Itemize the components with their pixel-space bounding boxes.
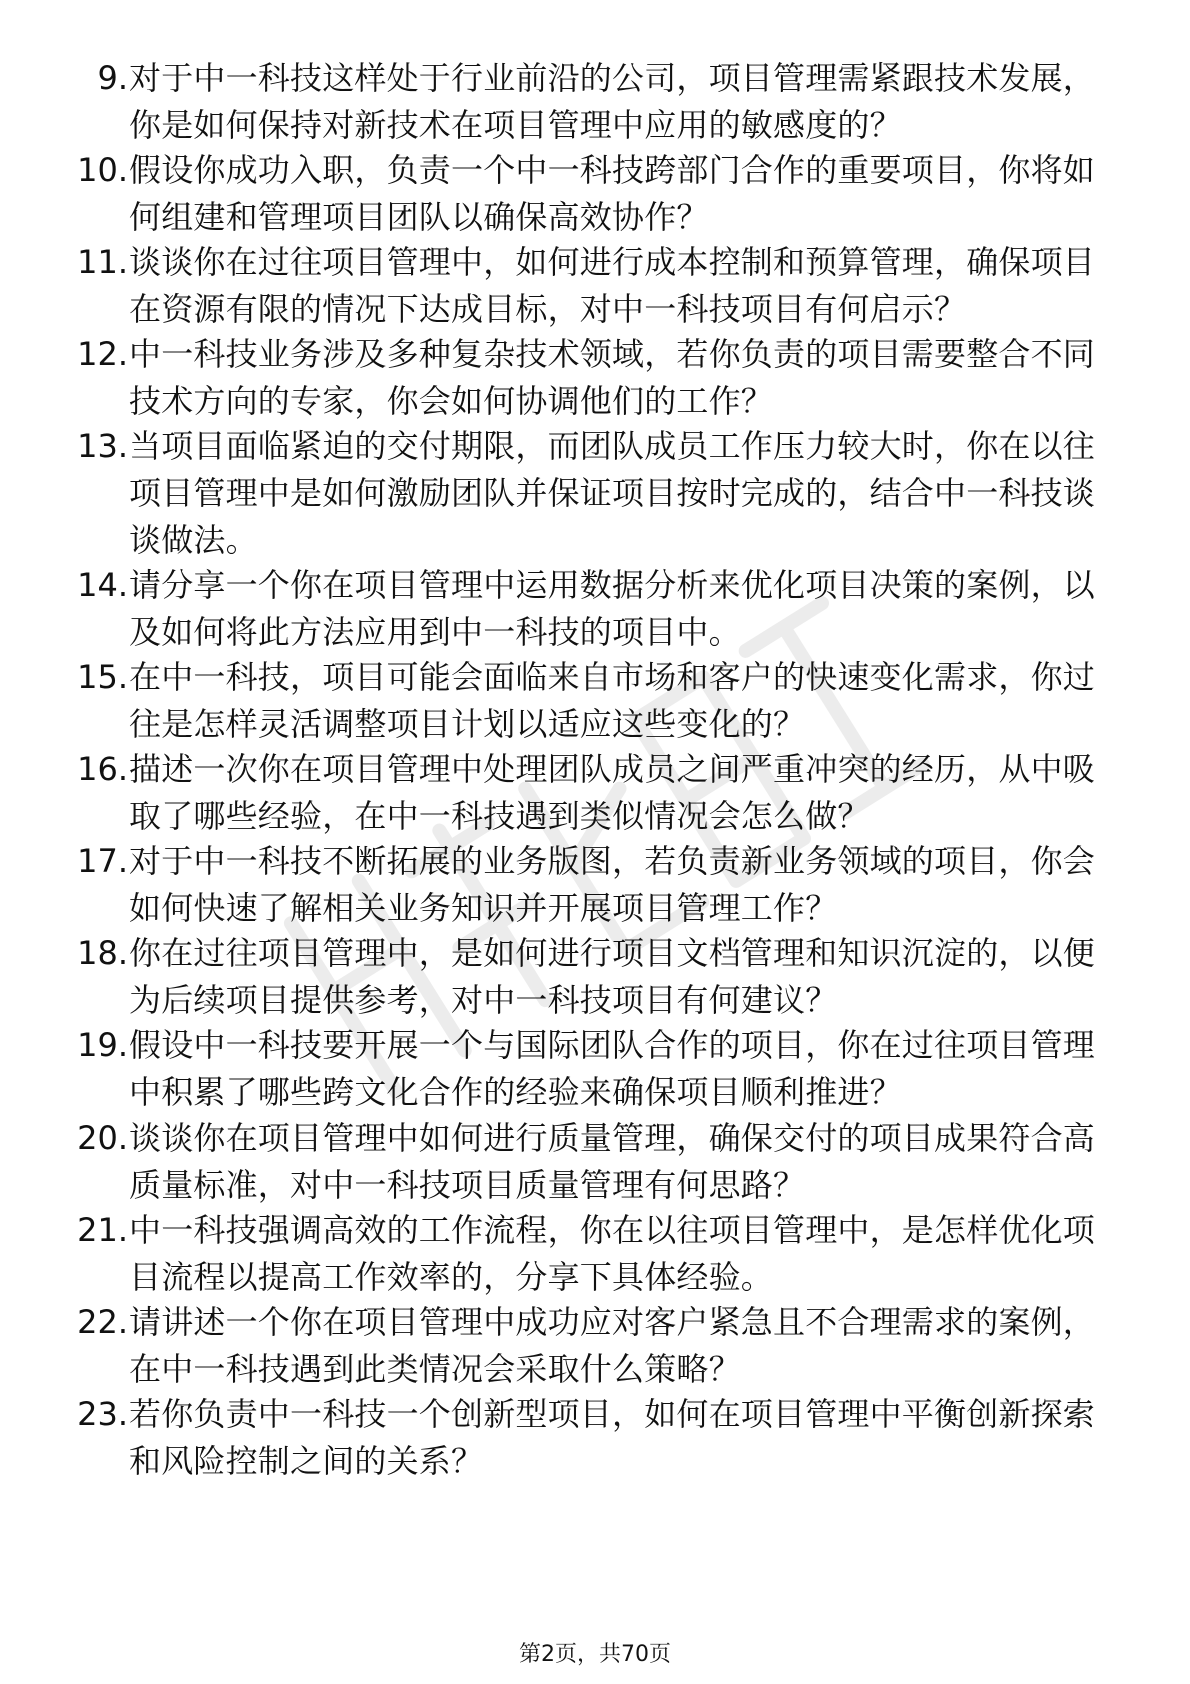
question-number: 17. [77, 842, 128, 880]
question-text: 对于中一科技不断拓展的业务版图，若负责新业务领域的项目，你会如何快速了解相关业务知识并开展项目管理工作？ [129, 842, 1096, 927]
question-number: 14. [77, 566, 128, 604]
question-number: 21. [77, 1211, 128, 1249]
question-text: 谈谈你在项目管理中如何进行质量管理，确保交付的项目成果符合高质量标准，对中一科技项目质量管理有何思路？ [129, 1119, 1096, 1204]
question-text: 假设你成功入职，负责一个中一科技跨部门合作的重要项目，你将如何组建和管理项目团队以确保高效协作？ [129, 151, 1096, 236]
list-item [0, 239, 1190, 339]
list-item [0, 930, 1190, 1030]
list-item [0, 1022, 1190, 1122]
list-item [0, 147, 1190, 247]
question-text: 请讲述一个你在项目管理中成功应对客户紧急且不合理需求的案例，在中一科技遇到此类情况会采取什么策略？ [129, 1303, 1096, 1388]
list-item [0, 562, 1190, 662]
question-number: 18. [77, 934, 128, 972]
question-number: 19. [77, 1026, 128, 1064]
question-text: 你在过往项目管理中，是如何进行项目文档管理和知识沉淀的，以便为后续项目提供参考，对中一科技项目有何建议？ [129, 934, 1096, 1019]
question-text: 中一科技强调高效的工作流程，你在以往项目管理中，是怎样优化项目流程以提高工作效率的，分享下具体经验。 [129, 1211, 1096, 1296]
question-number: 20. [77, 1119, 128, 1157]
list-item [0, 746, 1190, 846]
list-item [0, 423, 1190, 559]
list-item [0, 55, 1190, 155]
question-number: 15. [77, 658, 128, 696]
page-footer: 第2页，共70页 [519, 1642, 671, 1667]
question-text: 对于中一科技这样处于行业前沿的公司，项目管理需紧跟技术发展，你是如何保持对新技术在项目管理中应用的敏感度的？ [129, 59, 1096, 144]
question-text: 描述一次你在项目管理中处理团队成员之间严重冲突的经历，从中吸取了哪些经验，在中一科技遇到类似情况会怎么做？ [129, 750, 1096, 835]
list-item [0, 654, 1190, 754]
list-item [0, 1207, 1190, 1307]
list-item [0, 1391, 1190, 1491]
question-text: 若你负责中一科技一个创新型项目，如何在项目管理中平衡创新探索和风险控制之间的关系？ [129, 1395, 1096, 1480]
question-text: 谈谈你在过往项目管理中，如何进行成本控制和预算管理，确保项目在资源有限的情况下达成目标，对中一科技项目有何启示？ [129, 243, 1096, 328]
question-number: 12. [77, 335, 128, 373]
question-text: 在中一科技，项目可能会面临来自市场和客户的快速变化需求，你过往是怎样灵活调整项目计划以适应这些变化的？ [129, 658, 1096, 743]
question-number: 22. [77, 1303, 128, 1341]
list-item [0, 838, 1190, 938]
question-number: 13. [77, 427, 128, 465]
question-number: 9. [97, 59, 128, 97]
list-item [0, 1115, 1190, 1215]
question-number: 23. [77, 1395, 128, 1433]
question-text: 请分享一个你在项目管理中运用数据分析来优化项目决策的案例，以及如何将此方法应用到中一科技的项目中。 [129, 566, 1096, 651]
question-number: 10. [77, 151, 128, 189]
question-text: 假设中一科技要开展一个与国际团队合作的项目，你在过往项目管理中积累了哪些跨文化合作的经验来确保项目顺利推进？ [129, 1026, 1096, 1111]
list-item [0, 1299, 1190, 1399]
list-item [0, 331, 1190, 431]
question-number: 11. [77, 243, 128, 281]
question-text: 中一科技业务涉及多种复杂技术领域，若你负责的项目需要整合不同技术方向的专家，你会如何协调他们的工作？ [129, 335, 1096, 420]
question-text: 当项目面临紧迫的交付期限，而团队成员工作压力较大时，你在以往项目管理中是如何激励团队并保证项目按时完成的，结合中一科技谈谈做法。 [129, 427, 1096, 559]
question-number: 16. [77, 750, 128, 788]
